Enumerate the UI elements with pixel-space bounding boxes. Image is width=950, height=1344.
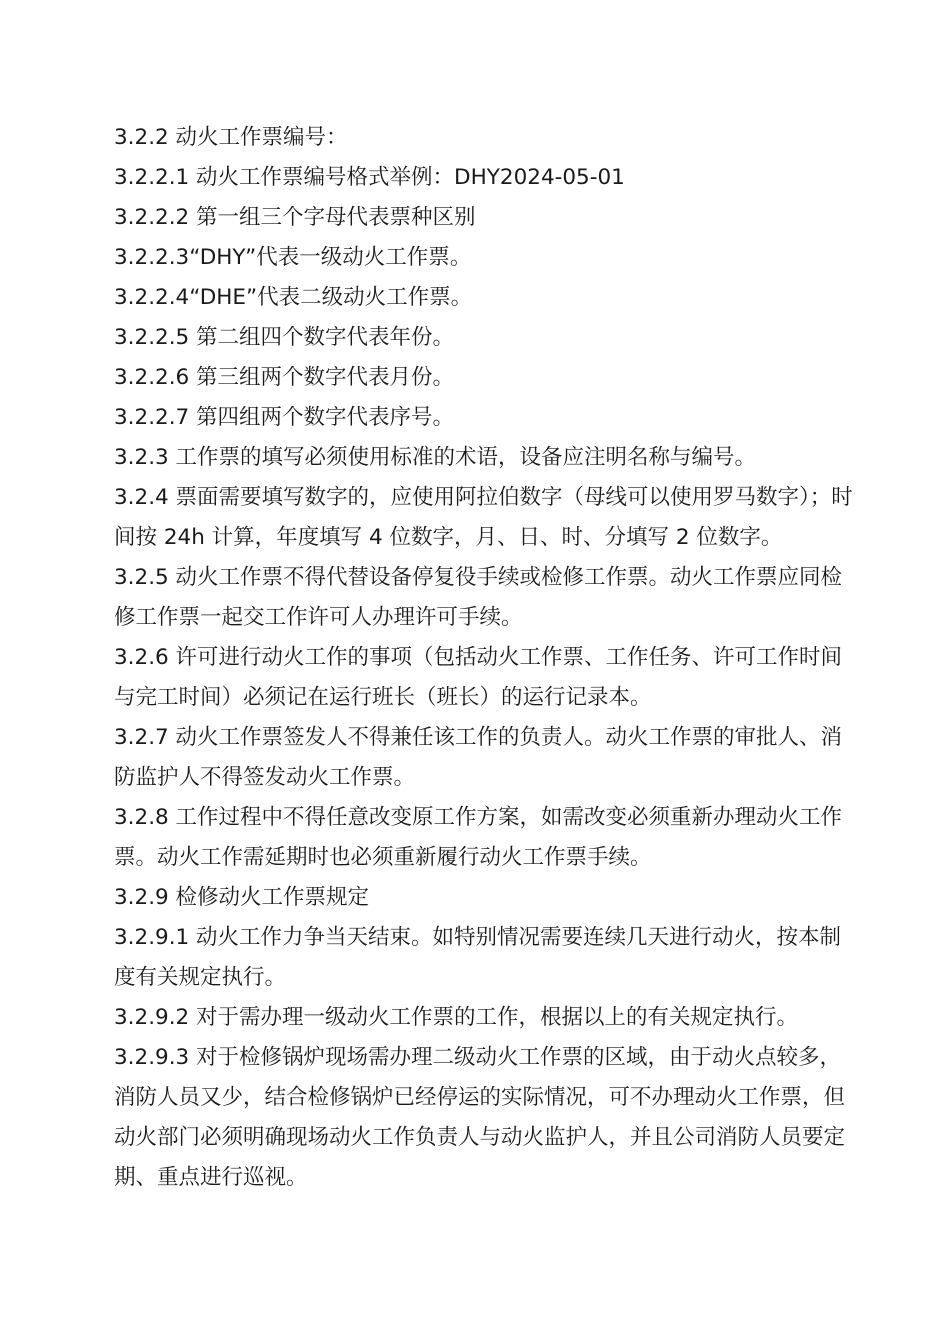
- paragraph-3-2-2-6: 3.2.2.6 第三组两个数字代表月份。: [114, 365, 455, 390]
- paragraph-3-2-2-2: 3.2.2.2 第一组三个字母代表票种区别: [114, 205, 476, 230]
- paragraph-3-2-2-1: 3.2.2.1 动火工作票编号格式举例：DHY2024-05-01: [114, 165, 625, 190]
- paragraph-3-2-7: 3.2.7 动火工作票签发人不得兼任该工作的负责人。动火工作票的审批人、消防监护人不得签发动火工作票。: [114, 725, 843, 790]
- paragraph-3-2-5: 3.2.5 动火工作票不得代替设备停复役手续或检修工作票。动火工作票应同检修工作票一起交工作许可人办理许可手续。: [114, 565, 843, 630]
- paragraph-3-2-9-1: 3.2.9.1 动火工作力争当天结束。如特别情况需要连续几天进行动火，按本制度有关规定执行。: [114, 925, 842, 990]
- paragraph-3-2-8: 3.2.8 工作过程中不得任意改变原工作方案，如需改变必须重新办理动火工作票。动火工作需延期时也必须重新履行动火工作票手续。: [114, 805, 843, 870]
- paragraph-3-2-9-3: 3.2.9.3 对于检修锅炉现场需办理二级动火工作票的区域，由于动火点较多，消防人员又少，结合检修锅炉已经停运的实际情况，可不办理动火工作票，但动火部门必须明确现场动火工作负责人与动火监护人，并且公司消防人员要定期、重点进行巡视。: [114, 1045, 846, 1190]
- paragraph-3-2-4: 3.2.4 票面需要填写数字的，应使用阿拉伯数字（母线可以使用罗马数字）；时间按 24h 计算，年度填写 4 位数字，月、日、时、分填写 2 位数字。: [114, 485, 853, 550]
- paragraph-3-2-6: 3.2.6 许可进行动火工作的事项（包括动火工作票、工作任务、许可工作时间与完工时间）必须记在运行班长（班长）的运行记录本。: [114, 645, 843, 710]
- paragraph-3-2-2-7: 3.2.2.7 第四组两个数字代表序号。: [114, 405, 455, 430]
- paragraph-3-2-2-4: 3.2.2.4“DHE”代表二级动火工作票。: [114, 285, 473, 310]
- paragraph-3-2-9-2: 3.2.9.2 对于需办理一级动火工作票的工作，根据以上的有关规定执行。: [114, 1005, 799, 1030]
- paragraph-3-2-2-5: 3.2.2.5 第二组四个数字代表年份。: [114, 325, 455, 350]
- document-body: [114, 118, 854, 1198]
- paragraph-3-2-9: 3.2.9 检修动火工作票规定: [114, 885, 370, 910]
- paragraph-3-2-3: 3.2.3 工作票的填写必须使用标准的术语，设备应注明名称与编号。: [114, 445, 757, 470]
- paragraph-3-2-2: 3.2.2 动火工作票编号：: [114, 125, 348, 150]
- paragraph-3-2-2-3: 3.2.2.3“DHY”代表一级动火工作票。: [114, 245, 472, 270]
